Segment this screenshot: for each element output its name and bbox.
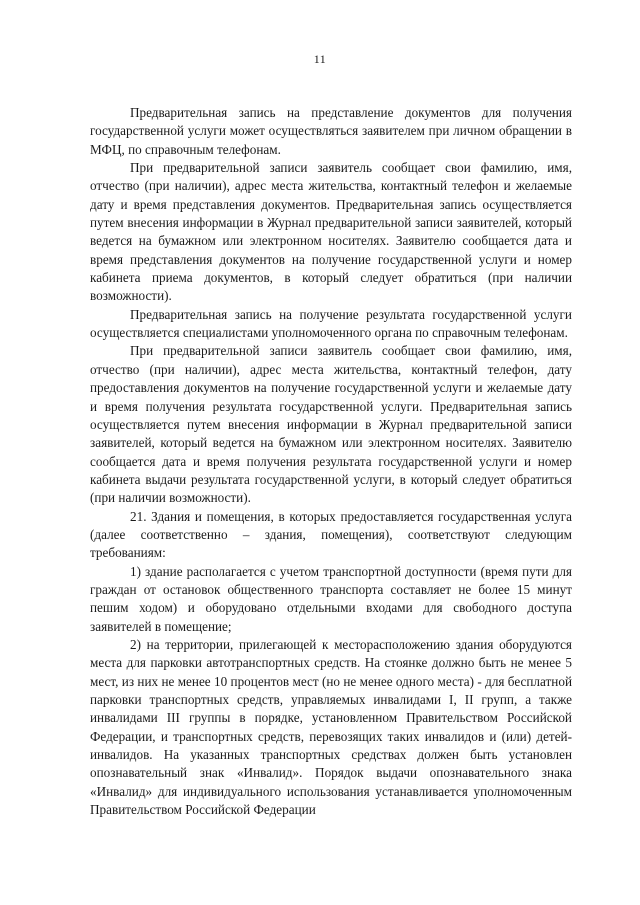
paragraph-requirement-1: 1) здание располагается с учетом транспортной доступности (время пути для граждан от остановок общественного транспорта составляет не более 15 минут пешим ходом) и оборудовано отдельными входами для свободного доступа заявителей в помещение; <box>90 563 572 634</box>
paragraph-pre-registration-details: При предварительной записи заявитель сообщает свои фамилию, имя, отчество (при наличии), адрес места жительства, контактный телефон и желаемые дату и время представления документов. Предварительная запись осуществляется путем внесения информации в Журнал предварительной записи заявителей, который ведется на бумажном или электронном носителях. Заявителю сообщается дата и время представления документов на получение государственной услуги и номер кабинета приема документов, в который следует обратиться (при наличии возможности). <box>90 160 572 304</box>
paragraph-pre-registration-result-details: При предварительной записи заявитель сообщает свои фамилию, имя, отчество (при наличии), адрес места жительства, контактный телефон, дату предоставления документов на получение государственной услуги и желаемые дату и время получения результата государственной услуги. Предварительная запись осуществляется путем внесения информации в Журнал предварительной записи заявителей, который ведется на бумажном или электронном носителях. Заявителю сообщается дата и время получения результата государственной услуги и номер кабинета выдачи результата государственной услуги, в который следует обратиться (при наличии возможности). <box>90 343 572 506</box>
document-body <box>90 104 572 819</box>
page-number: 11 <box>313 52 327 66</box>
paragraph-pre-registration-documents: Предварительная запись на представление документов для получения государственной услуги может осуществляться заявителем при личном обращении в МФЦ, по справочным телефонам. <box>90 105 572 157</box>
paragraph-section-21: 21. Здания и помещения, в которых предоставляется государственная услуга (далее соответственно – здания, помещения), соответствуют следующим требованиям: <box>90 508 572 561</box>
paragraph-requirement-2: 2) на территории, прилегающей к месторасположению здания оборудуются места для парковки автотранспортных средств. На стоянке должно быть не менее 5 мест, из них не менее 10 процентов мест (но не менее одного места) - для бесплатной парковки транспортных средств, управляемых инвалидами I, II групп, а также инвалидами III группы в порядке, установленном Правительством Российской Федерации, и транспортных средств, перевозящих таких инвалидов и (или) детей-инвалидов. На указанных транспортных средствах должен быть установлен опознавательный знак «Инвалид». Порядок выдачи опознавательного знака «Инвалид» для индивидуального использования устанавливается уполномоченным Правительством Российской Федерации <box>90 636 572 818</box>
paragraph-pre-registration-result: Предварительная запись на получение результата государственной услуги осуществляется специалистами уполномоченного органа по справочным телефонам. <box>90 306 572 341</box>
